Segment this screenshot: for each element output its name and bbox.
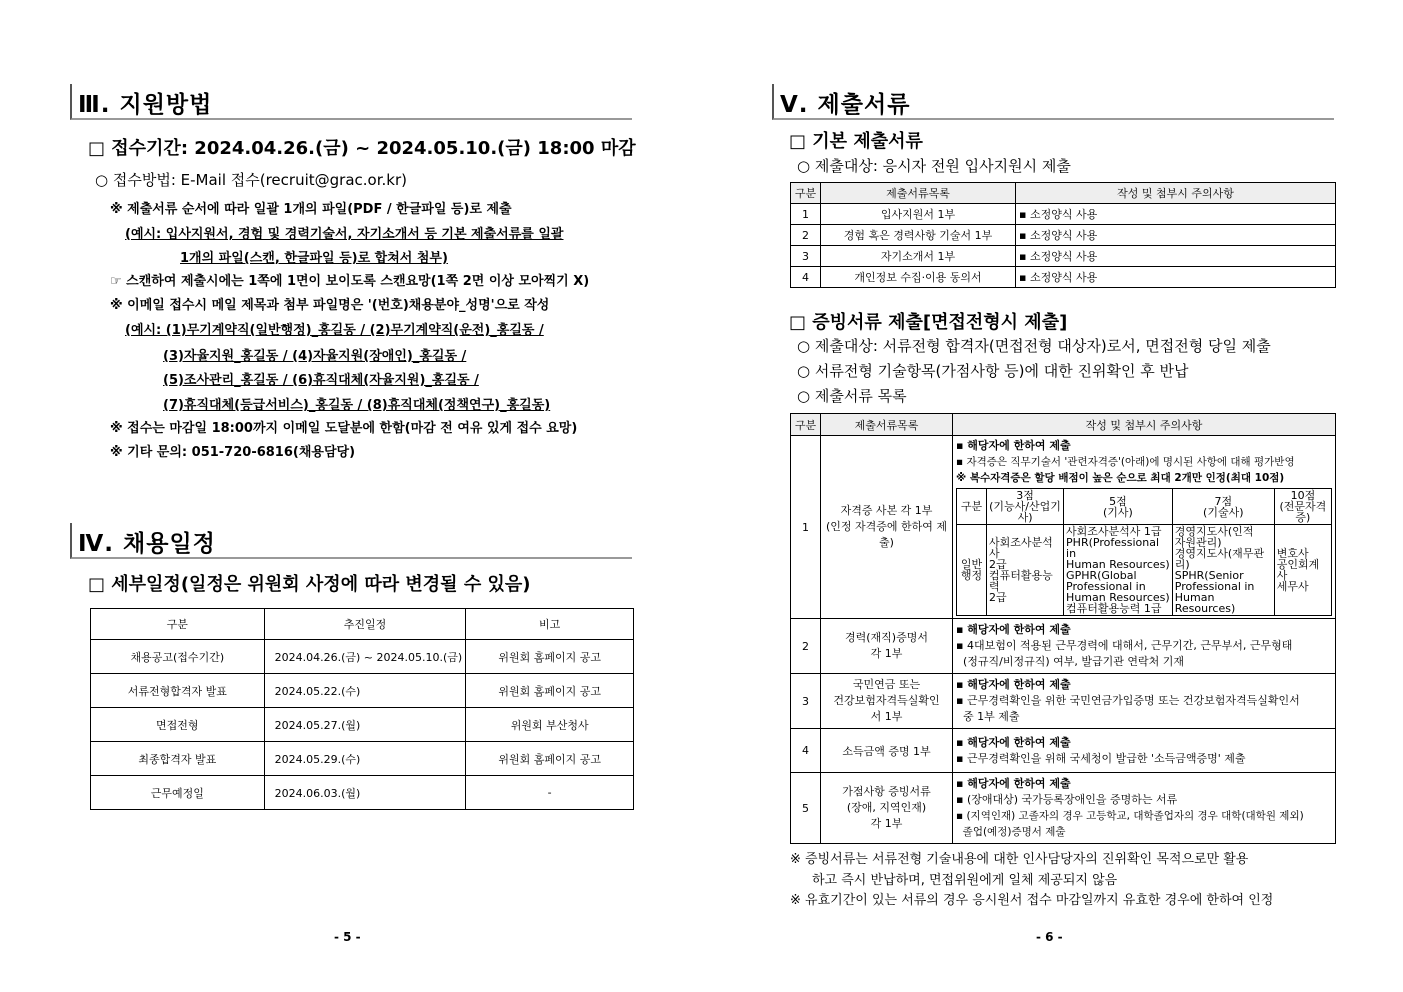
basic-docs-target: ○ 제출대상: 응시자 전원 입사지원시 제출 bbox=[797, 157, 1071, 175]
table-cell: ▪ 소정양식 사용 bbox=[1016, 246, 1336, 267]
table-cell: 2024.04.26.(금) ~ 2024.05.10.(금) bbox=[264, 640, 466, 674]
qualification-cell: 변호사 공인회계사 세무사 bbox=[1274, 525, 1331, 616]
footnote-line: ※ 유효기간이 있는 서류의 경우 응시원서 접수 마감일까지 유효한 경우에 한하여 인정 bbox=[790, 893, 1274, 908]
table-cell: 국민연금 또는 건강보험자격득실확인 서 1부 bbox=[821, 674, 953, 729]
table-cell: 3 bbox=[791, 674, 821, 729]
proof-line: ○ 서류전형 기술항목(가점사항 등)에 대한 진위확인 후 반납 bbox=[797, 362, 1189, 380]
bullet-line: ▪ 해당자에 한하여 제출 bbox=[956, 439, 1071, 452]
table-cell bbox=[953, 773, 1336, 844]
table-cell bbox=[953, 619, 1336, 674]
bullet-line: ▪ 근무경력확인을 위해 국세청이 발급한 '소득금액증명' 제출 bbox=[956, 751, 1246, 765]
table-row bbox=[91, 640, 634, 674]
note-line: ※ 기타 문의: 051-720-6816(채용담당) bbox=[110, 445, 356, 460]
table-cell: 2 bbox=[791, 225, 821, 246]
table-cell: 2024.06.03.(월) bbox=[264, 776, 466, 810]
bullet-line: ※ 복수자격증은 할당 배점이 높은 순으로 최대 2개만 인정(최대 10점) bbox=[956, 472, 1285, 484]
proof-docs-heading: □ 증빙서류 제출[면접전형시 제출] bbox=[789, 312, 1068, 333]
qualification-header: 5점 (기사) bbox=[1064, 489, 1173, 525]
proof-line: ○ 제출서류 목록 bbox=[797, 387, 907, 405]
note-line: 1개의 파일(스캔, 한글파일 등)로 합쳐서 첨부) bbox=[180, 251, 448, 266]
table-cell: 채용공고(접수기간) bbox=[91, 640, 265, 674]
table-cell: 위원회 홈페이지 공고 bbox=[466, 742, 634, 776]
qualification-header: 구분 bbox=[957, 489, 987, 525]
table-cell: 1 bbox=[791, 204, 821, 225]
footnote-line: 하고 즉시 반납하며, 면접위원에게 일체 제공되지 않음 bbox=[812, 873, 1118, 888]
table-row bbox=[91, 742, 634, 776]
table-cell: ▪ 소정양식 사용 bbox=[1016, 225, 1336, 246]
bullet-line: ▪ (장애대상) 국가등록장애인을 증명하는 서류 bbox=[956, 793, 1178, 806]
qualification-row-label: 일반 행정 bbox=[957, 525, 987, 616]
table-cell: 자기소개서 1부 bbox=[821, 246, 1016, 267]
section-5-header bbox=[772, 84, 1334, 120]
table-row bbox=[791, 729, 1336, 773]
note-line: ☞ 스캔하여 제출시에는 1쪽에 1면이 보이도록 스캔요망(1쪽 2면 이상 모아찍기 X) bbox=[110, 274, 590, 289]
column-header: 구분 bbox=[91, 609, 265, 640]
bullet-line: ▪ (지역인재) 고졸자의 경우 고등학교, 대학졸업자의 경우 대학(대학원 제외) 졸업(예정)증명서 제출 bbox=[956, 810, 1304, 838]
qualification-header: 7점 (기술사) bbox=[1172, 489, 1274, 525]
table-row bbox=[91, 708, 634, 742]
table-cell: 4 bbox=[791, 267, 821, 288]
column-header: 제출서류목록 bbox=[821, 183, 1016, 204]
note-line: (5)조사관리_홍길동 / (6)휴직대체(자율지원)_홍길동 / bbox=[163, 373, 479, 388]
note-line: ※ 제출서류 순서에 따라 일괄 1개의 파일(PDF / 한글파일 등)로 제출 bbox=[110, 202, 512, 217]
table-cell: 2024.05.22.(수) bbox=[264, 674, 466, 708]
basic-docs-table bbox=[790, 182, 1336, 288]
section-3-header bbox=[70, 84, 632, 120]
column-header: 구분 bbox=[791, 183, 821, 204]
table-cell: 2024.05.27.(월) bbox=[264, 708, 466, 742]
table-cell: 5 bbox=[791, 773, 821, 844]
bullet-line: ▪ 자격증은 직무기술서 '관련자격증'(아래)에 명시된 사항에 대해 평가반영 bbox=[956, 456, 1295, 468]
table-row bbox=[791, 773, 1336, 844]
section-4-title: Ⅳ. 채용일정 bbox=[78, 531, 216, 557]
note-line: ※ 접수는 마감일 18:00까지 이메일 도달분에 한함(마감 전 여유 있게 접수 요망) bbox=[110, 421, 578, 436]
note-line: (7)휴직대체(등급서비스)_홍길동 / (8)휴직대체(정책연구)_홍길동) bbox=[163, 398, 551, 413]
table-cell: 서류전형합격자 발표 bbox=[91, 674, 265, 708]
table-cell bbox=[953, 729, 1336, 773]
table-cell: 위원회 홈페이지 공고 bbox=[466, 640, 634, 674]
qualification-cell: 경영지도사(인적 자원관리) 경영지도사(재무관리) SPHR(Senior Professional in Human Resources) bbox=[1172, 525, 1274, 616]
qualification-header-row bbox=[957, 489, 1332, 525]
column-header: 제출서류목록 bbox=[821, 414, 953, 436]
proof-line: ○ 제출대상: 서류전형 합격자(면접전형 대상자)로서, 면접전형 당일 제출 bbox=[797, 337, 1271, 355]
table-header-row bbox=[91, 609, 634, 640]
table-header-row bbox=[791, 414, 1336, 436]
column-header: 구분 bbox=[791, 414, 821, 436]
bullet-line: ▪ 해당자에 한하여 제출 bbox=[956, 678, 1071, 691]
table-cell: 1 bbox=[791, 436, 821, 619]
application-method: ○ 접수방법: E-Mail 접수(recruit@grac.or.kr) bbox=[95, 171, 407, 189]
page-number: - 5 - bbox=[334, 930, 361, 944]
table-row bbox=[791, 225, 1336, 246]
table-row bbox=[91, 776, 634, 810]
schedule-table bbox=[90, 608, 634, 810]
note-line: (예시: 입사지원서, 경험 및 경력기술서, 자기소개서 등 기본 제출서류를 일괄 bbox=[125, 227, 564, 242]
footnote-line: ※ 증빙서류는 서류전형 기술내용에 대한 인사담당자의 진위확인 목적으로만 활용 bbox=[790, 852, 1249, 867]
section-4-header bbox=[70, 523, 632, 559]
table-row bbox=[791, 619, 1336, 674]
table-cell: 면접전형 bbox=[91, 708, 265, 742]
table-cell: 경험 혹은 경력사항 기술서 1부 bbox=[821, 225, 1016, 246]
table-cell: 위원회 홈페이지 공고 bbox=[466, 674, 634, 708]
proof-docs-table bbox=[790, 413, 1336, 844]
table-row bbox=[791, 246, 1336, 267]
qualification-cell: 사회조사분석사 2급 컴퓨터활용능력 2급 bbox=[987, 525, 1064, 616]
table-cell: 4 bbox=[791, 729, 821, 773]
qualification-cell: 사회조사분석사 1급 PHR(Professional in Human Resources) GPHR(Global Professional in Human Resources) 컴퓨터활용능력 1급 bbox=[1064, 525, 1173, 616]
schedule-heading: □ 세부일정(일정은 위원회 사정에 따라 변경될 수 있음) bbox=[88, 574, 531, 595]
qualification-header: 10점 (전문자격증) bbox=[1274, 489, 1331, 525]
table-row bbox=[791, 267, 1336, 288]
table-cell: 입사지원서 1부 bbox=[821, 204, 1016, 225]
table-cell: 근무예정일 bbox=[91, 776, 265, 810]
table-cell: 경력(재직)증명서 각 1부 bbox=[821, 619, 953, 674]
table-cell: 2 bbox=[791, 619, 821, 674]
table-cell: 3 bbox=[791, 246, 821, 267]
table-cell: - bbox=[466, 776, 634, 810]
column-header: 추진일정 bbox=[264, 609, 466, 640]
table-row bbox=[791, 204, 1336, 225]
qualification-table bbox=[956, 488, 1332, 616]
table-row bbox=[91, 674, 634, 708]
column-header: 작성 및 첨부시 주의사항 bbox=[1016, 183, 1336, 204]
application-period: □ 접수기간: 2024.04.26.(금) ~ 2024.05.10.(금) 18:00 마감 bbox=[88, 138, 636, 159]
table-cell: ▪ 소정양식 사용 bbox=[1016, 267, 1336, 288]
table-cell: 자격증 사본 각 1부 (인정 자격증에 한하여 제출) bbox=[821, 436, 953, 619]
qualification-row bbox=[957, 525, 1332, 616]
table-cell bbox=[953, 436, 1336, 619]
table-cell: 위원회 부산청사 bbox=[466, 708, 634, 742]
page-6 bbox=[700, 0, 1403, 992]
table-cell: 최종합격자 발표 bbox=[91, 742, 265, 776]
basic-docs-heading: □ 기본 제출서류 bbox=[789, 131, 923, 152]
bullet-line: ▪ 해당자에 한하여 제출 bbox=[956, 623, 1071, 636]
bullet-line: ▪ 해당자에 한하여 제출 bbox=[956, 777, 1071, 790]
table-row bbox=[791, 674, 1336, 729]
note-line: (예시: (1)무기계약직(일반행정)_홍길동 / (2)무기계약직(운전)_홍길동 / bbox=[125, 323, 544, 338]
bullet-line: ▪ 해당자에 한하여 제출 bbox=[956, 735, 1071, 749]
table-row bbox=[791, 436, 1336, 619]
bullet-line: ▪ 4대보험이 적용된 근무경력에 대해서, 근무기간, 근무부서, 근무형태 (정규직/비정규직) 여부, 발급기관 연락처 기재 bbox=[956, 639, 1293, 668]
column-header: 작성 및 첨부시 주의사항 bbox=[953, 414, 1336, 436]
bullet-line: ▪ 근무경력확인을 위한 국민연금가입증명 또는 건강보험자격득실확인서 중 1부 제출 bbox=[956, 694, 1300, 723]
page-5 bbox=[0, 0, 700, 992]
table-cell bbox=[953, 674, 1336, 729]
note-line: (3)자율지원_홍길동 / (4)자율지원(장애인)_홍길동 / bbox=[163, 349, 467, 364]
qualification-header: 3점 (기능사/산업기사) bbox=[987, 489, 1064, 525]
table-cell: 가점사항 증빙서류 (장애, 지역인재) 각 1부 bbox=[821, 773, 953, 844]
section-3-title: Ⅲ. 지원방법 bbox=[78, 92, 213, 118]
table-cell: 2024.05.29.(수) bbox=[264, 742, 466, 776]
table-header-row bbox=[791, 183, 1336, 204]
column-header: 비고 bbox=[466, 609, 634, 640]
table-cell: 소득금액 증명 1부 bbox=[821, 729, 953, 773]
section-5-title: Ⅴ. 제출서류 bbox=[780, 92, 911, 118]
note-line: ※ 이메일 접수시 메일 제목과 첨부 파일명은 '(번호)채용분야_성명'으로 작성 bbox=[110, 298, 550, 313]
table-cell: 개인정보 수집·이용 동의서 bbox=[821, 267, 1016, 288]
page-number: - 6 - bbox=[1036, 930, 1063, 944]
table-cell: ▪ 소정양식 사용 bbox=[1016, 204, 1336, 225]
